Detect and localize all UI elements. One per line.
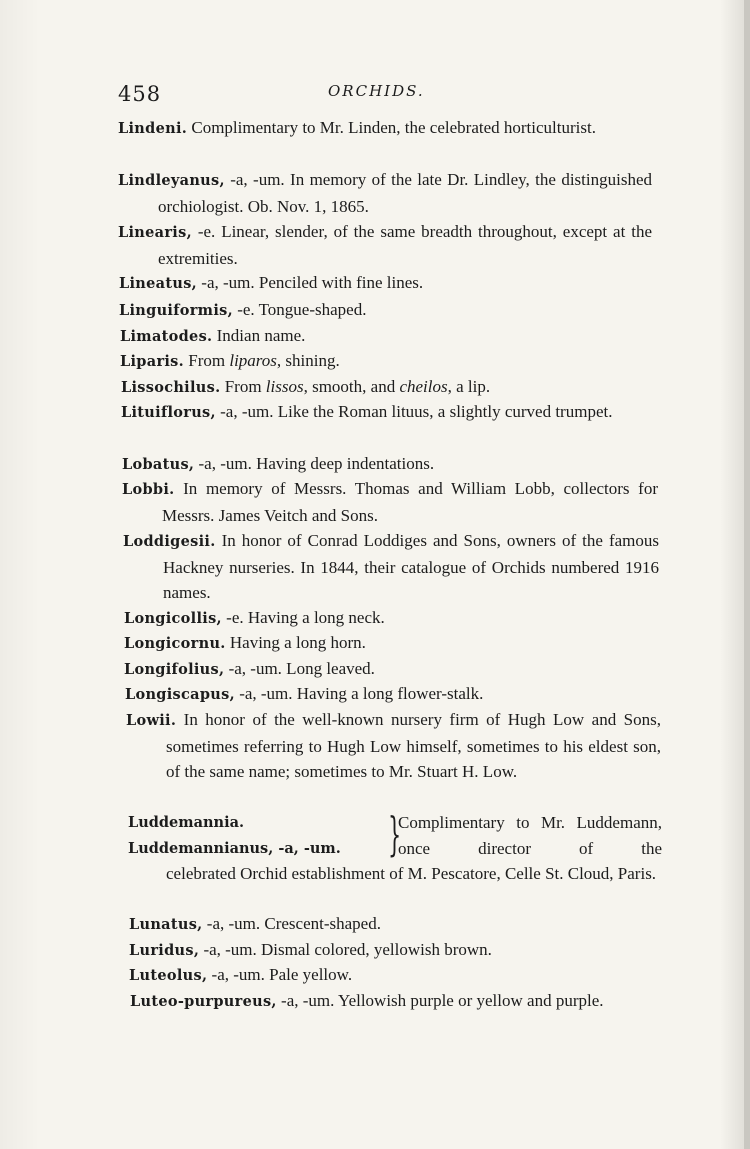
entry-definition: -a, -um. Dismal colored, yellowish brown. — [199, 940, 492, 959]
entry-term: Loddigesii. — [123, 533, 216, 550]
glossary-entry — [118, 115, 652, 142]
entry-term: Lowii. — [126, 712, 177, 729]
entry-term: Lineatus, — [119, 275, 198, 292]
glossary-entry — [130, 988, 664, 1015]
entry-definition: In honor of Conrad Loddiges and Sons, owners of the famous Hackney nurseries. In 1844, their catalogue of Orchids numbered 1916 names. — [163, 531, 659, 602]
entry-definition: -a, -um. Having deep indentations. — [194, 454, 435, 473]
entry-term: Liparis. — [120, 353, 184, 370]
glossary-entry — [122, 451, 656, 478]
etymology-word: cheilos — [399, 377, 448, 396]
glossary-entry — [120, 323, 654, 350]
entry-definition: Complimentary to Mr. Linden, the celebrated horticulturist. — [187, 118, 596, 137]
entry-definition: In honor of the well-known nursery firm of Hugh Low and Sons, sometimes referring to Hugh Low himself, sometimes to his eldest son, of the same name; sometimes to Mr. Stuart H. Low. — [166, 710, 661, 781]
entry-term: Lindeni. — [118, 120, 188, 137]
glossary-entry — [129, 911, 663, 938]
entry-term: Luteo-purpureus, — [130, 993, 277, 1010]
bracketed-terms — [128, 810, 398, 861]
entry-term: Luridus, — [129, 942, 200, 959]
glossary-entry — [118, 219, 652, 271]
entry-definition: Indian name. — [212, 326, 306, 345]
entry-term-line — [128, 836, 398, 862]
bracketed-entry — [128, 807, 668, 910]
entry-term: Longiscapus, — [125, 686, 235, 703]
entry-definition: -e. Having a long neck. — [221, 608, 385, 627]
entry-definition: -a, -um. Penciled with fine lines. — [197, 273, 424, 292]
entry-definition: From lissos, smooth, and cheilos, a lip. — [220, 377, 491, 396]
glossary-entry — [119, 297, 653, 324]
entry-definition: Complimentary to Mr. Luddemann, once director of the — [398, 813, 662, 858]
entry-definition: Having a long horn. — [225, 633, 366, 652]
etymology-word: liparos — [229, 351, 277, 370]
entry-term: Lissochilus. — [121, 379, 221, 396]
entry-definition: -a, -um. Having a long flower-stalk. — [234, 684, 484, 703]
entry-definition: -a, -um. In memory of the late Dr. Lindley, the distinguished orchiologist. Ob. Nov. 1, 1865. — [158, 170, 652, 216]
entry-term: Longicollis, — [124, 610, 222, 627]
entry-definition-continued: celebrated Orchid establishment of M. Pescatore, Celle St. Cloud, Paris. — [166, 864, 657, 883]
entry-term: Limatodes. — [120, 328, 213, 345]
entry-term: Lindleyanus, — [118, 172, 225, 189]
entry-definition: -a, -um. Yellowish purple or yellow and purple. — [276, 991, 604, 1010]
entry-term: Linguiformis, — [119, 302, 233, 319]
glossary-entry — [122, 476, 658, 528]
curly-brace-icon: } — [388, 807, 402, 861]
entry-term: Lunatus, — [129, 916, 203, 933]
glossary-entry — [118, 167, 652, 219]
entry-definition: -a, -um. Long leaved. — [224, 659, 375, 678]
glossary-entry — [126, 707, 661, 785]
page-number: 458 — [118, 82, 162, 106]
entry-term: Linearis, — [118, 224, 192, 241]
glossary-entry — [129, 937, 663, 964]
glossary-entry — [123, 528, 659, 606]
entry-definition: -e. Linear, slender, of the same breadth throughout, except at the extremities. — [158, 222, 652, 268]
entry-term: Lobbi. — [122, 481, 175, 498]
glossary-entry — [125, 681, 659, 708]
entry-term: Lituiflorus, — [121, 404, 216, 421]
glossary-entry — [124, 630, 658, 657]
entry-term: Lobatus, — [122, 456, 195, 473]
entry-term: Longifolius, — [124, 661, 225, 678]
entry-term: Longicornu. — [124, 635, 226, 652]
entry-definition: In memory of Messrs. Thomas and William Lobb, collectors for Messrs. James Veitch and Sons. — [162, 479, 658, 525]
entry-definition: -a, -um. Like the Roman lituus, a slightly curved trumpet. — [215, 402, 613, 421]
entry-term: Luteolus, — [129, 967, 208, 984]
glossary-entry — [121, 374, 655, 401]
glossary-entry — [120, 348, 654, 375]
entry-definition: -a, -um. Crescent-shaped. — [202, 914, 381, 933]
etymology-word: lissos — [265, 377, 304, 396]
glossary-entry — [129, 962, 663, 989]
entry-definition: From liparos, shining. — [184, 351, 340, 370]
glossary-entry — [121, 399, 657, 426]
entry-term: Luddemannia. — [128, 814, 245, 831]
glossary-entry — [119, 270, 653, 297]
running-title: ORCHIDS. — [328, 82, 425, 100]
glossary-entry — [124, 605, 658, 632]
entry-definition: -a, -um. Pale yellow. — [207, 965, 353, 984]
entry-term-suffix: -a, -um. — [273, 839, 341, 857]
glossary-entry — [124, 656, 658, 683]
entry-definition: -e. Tongue-shaped. — [232, 300, 367, 319]
entry-term: Luddemannianus, — [128, 839, 274, 857]
